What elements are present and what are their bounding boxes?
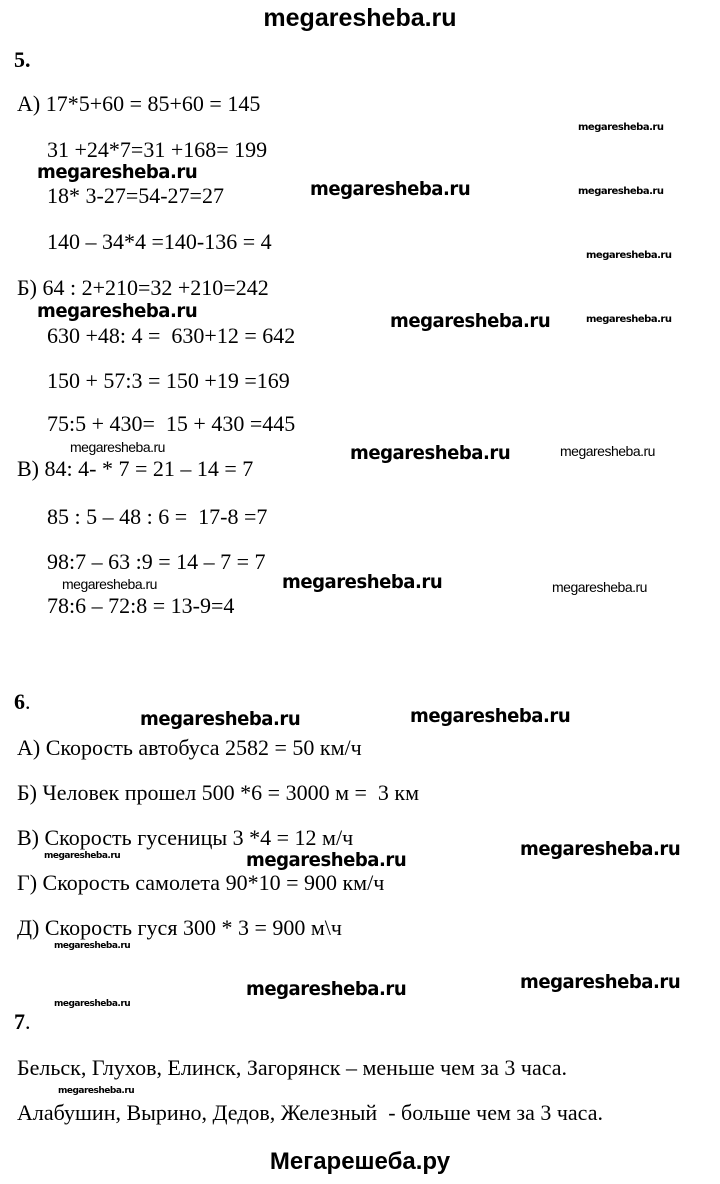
- task-5-line: 150 + 57:3 = 150 +19 =169: [47, 368, 290, 393]
- watermark: megaresheba.ru: [578, 186, 664, 197]
- watermark: megaresheba.ru: [282, 571, 443, 593]
- watermark: megaresheba.ru: [37, 300, 198, 322]
- watermark: megaresheba.ru: [140, 708, 301, 730]
- task-5-number: 5.: [14, 47, 31, 72]
- task-5-line: 140 – 34*4 =140-136 = 4: [47, 229, 272, 254]
- watermark: megaresheba.ru: [37, 161, 198, 183]
- task-5-line: В) 84: 4- * 7 = 21 – 14 = 7: [17, 456, 254, 481]
- watermark: megaresheba.ru: [578, 122, 664, 133]
- task-6-line: Г) Скорость самолета 90*10 = 900 км/ч: [17, 870, 385, 895]
- watermark: megaresheba.ru: [586, 250, 672, 261]
- task-5-line: Б) 64 : 2+210=32 +210=242: [17, 275, 269, 300]
- site-header: megaresheba.ru: [263, 4, 457, 32]
- watermark: megaresheba.ru: [54, 941, 131, 951]
- watermark: megaresheba.ru: [520, 838, 681, 860]
- task-6-line: А) Скорость автобуса 2582 = 50 км/ч: [17, 735, 362, 760]
- watermark: megaresheba.ru: [552, 579, 647, 595]
- watermark: megaresheba.ru: [44, 851, 121, 861]
- task-6-number: 6.: [14, 689, 31, 714]
- task-7-number: 7.: [14, 1009, 31, 1034]
- watermark: megaresheba.ru: [246, 978, 407, 1000]
- task-7-line: Бельск, Глухов, Елинск, Загорянск – меньше чем за 3 часа.: [17, 1055, 568, 1080]
- watermark: megaresheba.ru: [54, 999, 131, 1009]
- watermark: megaresheba.ru: [310, 178, 471, 200]
- task-5-line: А) 17*5+60 = 85+60 = 145: [17, 91, 261, 116]
- task-5-line: 78:6 – 72:8 = 13-9=4: [47, 593, 235, 618]
- task-5-line: 31 +24*7=31 +168= 199: [47, 137, 268, 162]
- task-5-line: 98:7 – 63 :9 = 14 – 7 = 7: [47, 549, 266, 574]
- watermark: megaresheba.ru: [390, 310, 551, 332]
- watermark: megaresheba.ru: [246, 849, 407, 871]
- watermark: megaresheba.ru: [520, 971, 681, 993]
- watermark: megaresheba.ru: [350, 442, 511, 464]
- watermark: megaresheba.ru: [560, 443, 655, 459]
- watermark: megaresheba.ru: [58, 1086, 135, 1096]
- task-5-line: 630 +48: 4 = 630+12 = 642: [47, 323, 296, 348]
- site-footer: Мегарешеба.ру: [269, 1148, 451, 1175]
- task-6-line: Б) Человек прошел 500 *6 = 3000 м = 3 км: [17, 780, 420, 805]
- task-7-line: Алабушин, Вырино, Дедов, Железный - больше чем за 3 часа.: [17, 1100, 603, 1125]
- watermark: megaresheba.ru: [70, 439, 165, 455]
- task-5-line: 18* 3-27=54-27=27: [47, 183, 224, 208]
- task-5-line: 85 : 5 – 48 : 6 = 17-8 =7: [47, 504, 268, 529]
- watermark: megaresheba.ru: [410, 705, 571, 727]
- task-5-line: 75:5 + 430= 15 + 430 =445: [47, 411, 296, 436]
- watermark: megaresheba.ru: [586, 314, 672, 325]
- watermark: megaresheba.ru: [62, 576, 157, 592]
- task-6-line: Д) Скорость гуся 300 * 3 = 900 м\ч: [17, 915, 342, 940]
- task-6-line: В) Скорость гусеницы 3 *4 = 12 м/ч: [17, 825, 354, 850]
